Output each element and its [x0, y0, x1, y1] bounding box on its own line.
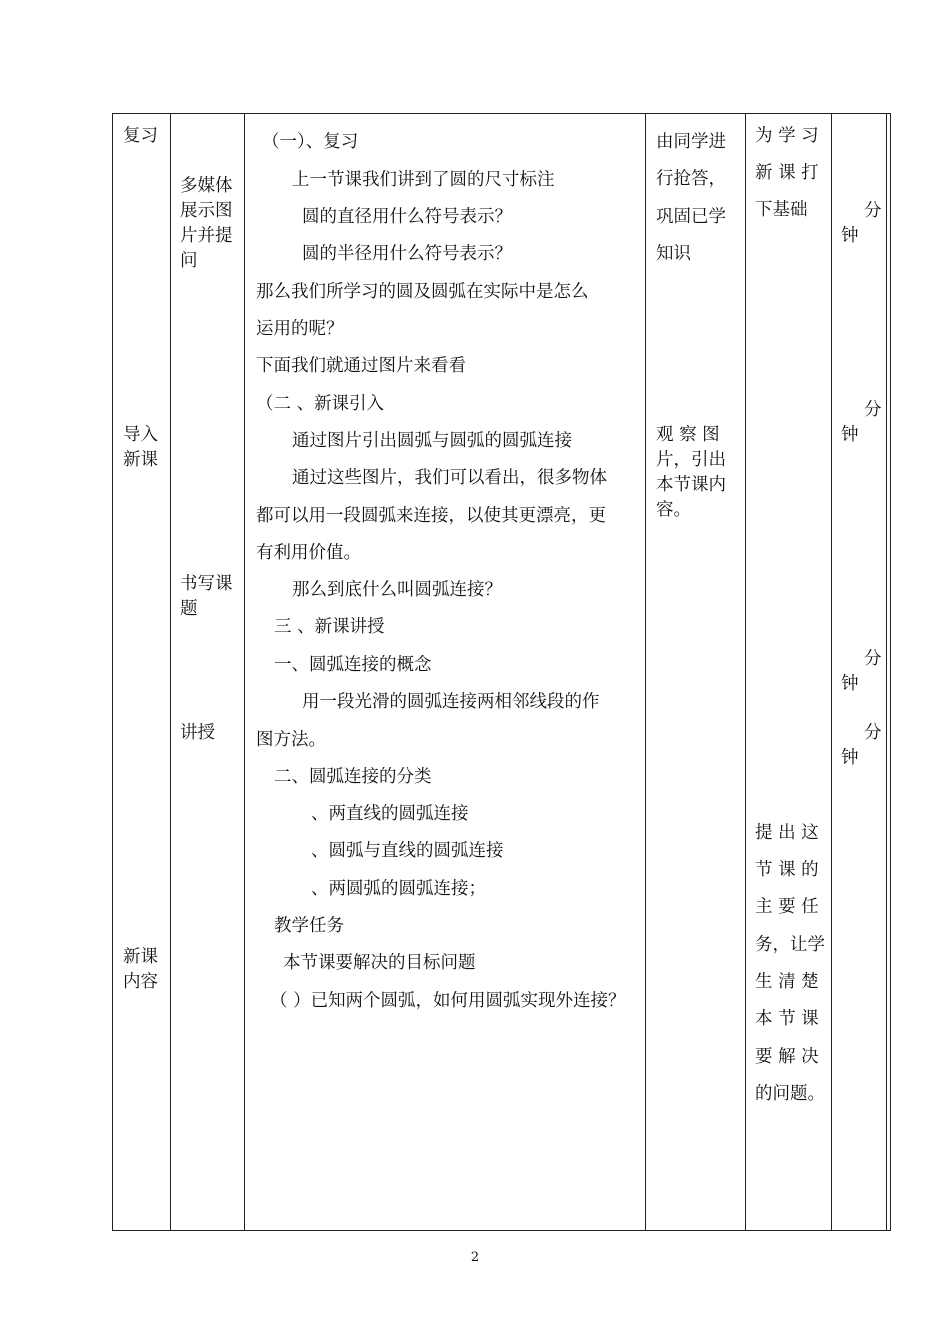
- content-line: 教学任务: [274, 916, 344, 936]
- page-number: 2: [470, 1250, 480, 1265]
- content-line: 通过图片引出圆弧与圆弧的圆弧连接: [292, 431, 572, 451]
- time-zhong: 钟: [841, 748, 859, 768]
- content-line: 上一节课我们讲到了圆的尺寸标注: [292, 170, 555, 190]
- purpose-task-line2: 节 课 的: [755, 860, 819, 880]
- purpose-basis-line1: 为 学 习: [755, 126, 819, 146]
- activity-observe-line2: 片，引出: [656, 450, 726, 470]
- purpose-task-line8: 的问题。: [755, 1084, 825, 1104]
- column-divider: [244, 113, 245, 1231]
- content-line: 、两直线的圆弧连接: [311, 804, 469, 824]
- content-line: 一、圆弧连接的概念: [274, 655, 432, 675]
- content-line: 都可以用一段圆弧来连接，以使其更漂亮，更: [256, 506, 606, 526]
- purpose-task-line7: 要 解 决: [755, 1047, 819, 1067]
- content-line: 运用的呢？: [256, 319, 344, 339]
- content-line: 三 、新课讲授: [274, 617, 385, 637]
- activity-answer-line1: 由同学进: [656, 132, 726, 152]
- stage-intro-line2: 新课: [123, 450, 158, 470]
- activity-answer-line3: 巩固已学: [656, 207, 726, 227]
- stage-review: 复习: [123, 126, 158, 146]
- content-line: 圆的半径用什么符号表示？: [302, 244, 512, 264]
- column-divider: [170, 113, 171, 1231]
- content-line: 圆的直径用什么符号表示？: [302, 207, 512, 227]
- purpose-task-line1: 提 出 这: [755, 823, 819, 843]
- column-divider: [886, 113, 887, 1231]
- stage-intro-line1: 导入: [123, 425, 158, 445]
- purpose-task-line3: 主 要 任: [755, 897, 819, 917]
- method-lecture: 讲授: [180, 723, 215, 743]
- purpose-task-line4: 务，让学: [755, 935, 825, 955]
- content-line: 图方法。: [256, 730, 326, 750]
- time-zhong: 钟: [841, 425, 859, 445]
- content-line: 、圆弧与直线的圆弧连接: [311, 841, 504, 861]
- activity-answer-line4: 知识: [656, 244, 691, 264]
- content-line: 通过这些图片，我们可以看出，很多物体: [292, 468, 607, 488]
- stage-content-line1: 新课: [123, 947, 158, 967]
- method-media-line3: 片并提: [180, 226, 233, 246]
- activity-observe-line1: 观 察 图: [656, 425, 720, 445]
- purpose-task-line5: 生 清 楚: [755, 972, 819, 992]
- method-media-line1: 多媒体: [180, 176, 233, 196]
- method-media-line4: 问: [180, 251, 198, 271]
- content-line: 下面我们就通过图片来看看: [256, 356, 466, 376]
- content-line: 、两圆弧的圆弧连接；: [311, 879, 486, 899]
- content-line: 二、圆弧连接的分类: [274, 767, 432, 787]
- time-fen: 分: [864, 400, 882, 420]
- time-zhong: 钟: [841, 226, 859, 246]
- content-line: 那么我们所学习的圆及圆弧在实际中是怎么: [256, 282, 589, 302]
- time-zhong: 钟: [841, 674, 859, 694]
- method-title-line2: 题: [180, 599, 198, 619]
- activity-observe-line3: 本节课内: [656, 475, 726, 495]
- content-line: 那么到底什么叫圆弧连接？: [292, 580, 502, 600]
- content-line: （一）、复习: [262, 132, 359, 152]
- content-line: 用一段光滑的圆弧连接两相邻线段的作: [302, 692, 600, 712]
- method-title-line1: 书写课: [180, 574, 233, 594]
- content-line: 本节课要解决的目标问题: [283, 953, 476, 973]
- method-media-line2: 展示图: [180, 201, 233, 221]
- purpose-basis-line2: 新 课 打: [755, 163, 819, 183]
- time-fen: 分: [864, 723, 882, 743]
- content-line: （ ）已知两个圆弧，如何用圆弧实现外连接？: [270, 991, 626, 1011]
- activity-observe-line4: 容。: [656, 500, 691, 520]
- activity-answer-line2: 行抢答，: [656, 169, 726, 189]
- column-divider: [645, 113, 646, 1231]
- content-line: （二 、新课引入: [256, 394, 385, 414]
- purpose-task-line6: 本 节 课: [755, 1009, 819, 1029]
- purpose-basis-line3: 下基础: [755, 200, 808, 220]
- column-divider: [745, 113, 746, 1231]
- time-fen: 分: [864, 201, 882, 221]
- column-divider: [831, 113, 832, 1231]
- time-fen: 分: [864, 649, 882, 669]
- content-line: 有利用价值。: [256, 543, 361, 563]
- stage-content-line2: 内容: [123, 972, 158, 992]
